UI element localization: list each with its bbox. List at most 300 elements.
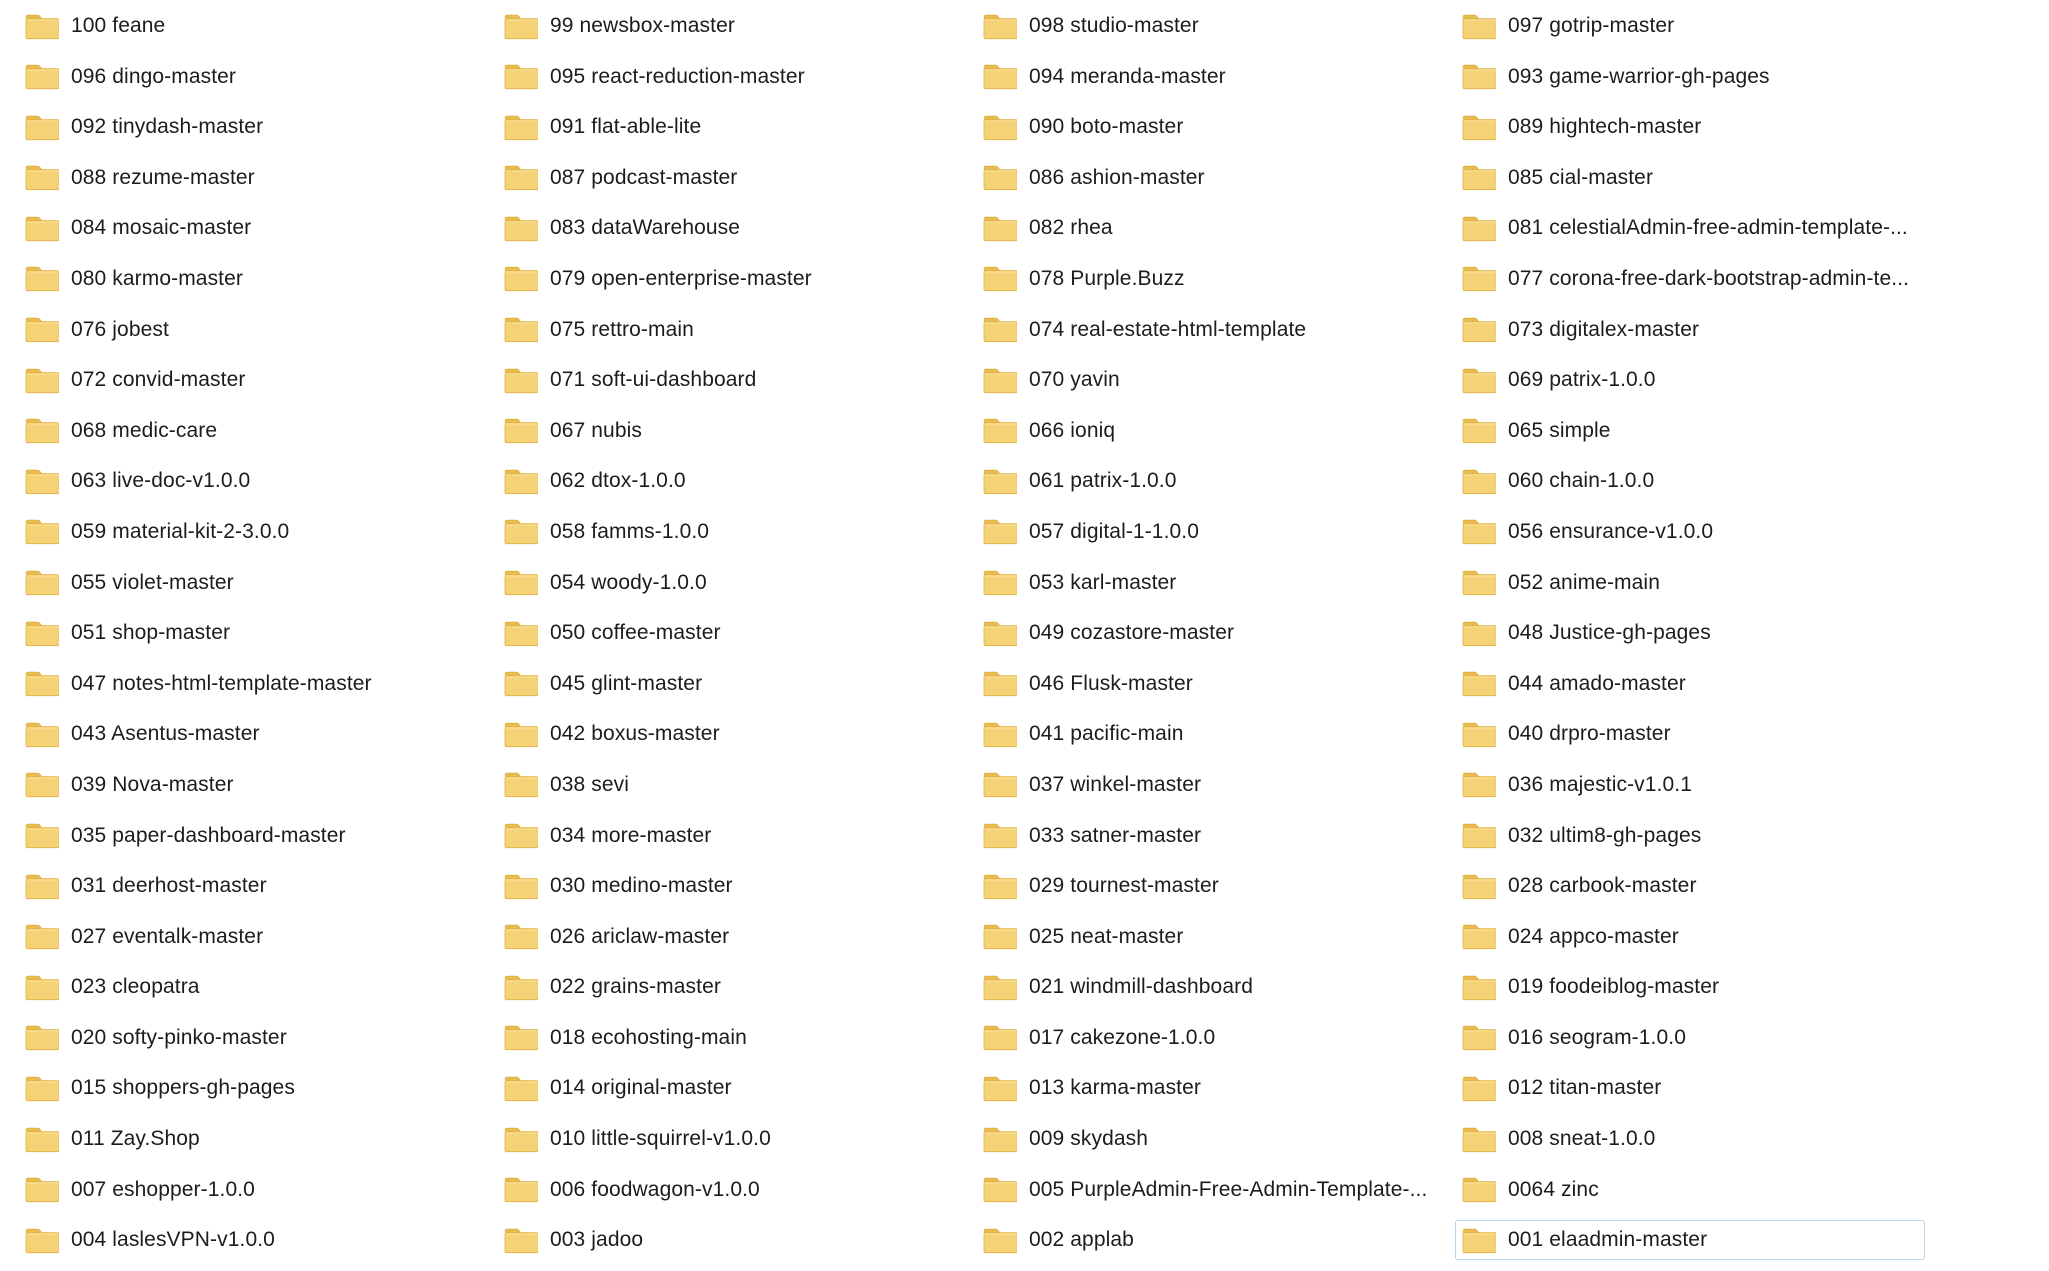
file-item-label: 091 flat-able-lite: [550, 115, 702, 139]
file-item[interactable]: [976, 107, 1446, 147]
folder-icon: [25, 468, 59, 495]
folder-icon: [983, 620, 1017, 647]
file-item-label: 013 karma-master: [1029, 1076, 1201, 1100]
file-item[interactable]: [18, 310, 488, 350]
file-item[interactable]: [1455, 1018, 1925, 1058]
file-item-label: 034 more-master: [550, 823, 712, 847]
file-item[interactable]: [1455, 310, 1925, 350]
file-item-label: 025 neat-master: [1029, 924, 1184, 948]
file-item-label: 005 PurpleAdmin-Free-Admin-Template-...: [1029, 1177, 1428, 1201]
file-item[interactable]: [1455, 107, 1925, 147]
folder-icon: [504, 215, 538, 242]
file-item[interactable]: [497, 208, 967, 248]
folder-icon: [983, 13, 1017, 40]
file-item[interactable]: [1455, 208, 1925, 248]
file-item-label: 050 coffee-master: [550, 621, 721, 645]
file-item-label: 062 dtox-1.0.0: [550, 469, 686, 493]
file-item-label: 029 tournest-master: [1029, 874, 1219, 898]
folder-icon: [983, 114, 1017, 141]
folder-icon: [504, 1024, 538, 1051]
file-item-label: 077 corona-free-dark-bootstrap-admin-te...: [1508, 266, 1910, 290]
folder-icon: [983, 417, 1017, 444]
folder-icon: [25, 265, 59, 292]
file-item[interactable]: [497, 816, 967, 856]
file-item[interactable]: [976, 512, 1446, 552]
folder-icon: [1462, 63, 1496, 90]
file-item-label: 039 Nova-master: [71, 772, 234, 796]
folder-icon: [983, 164, 1017, 191]
folder-icon: [504, 468, 538, 495]
file-item-label: 067 nubis: [550, 418, 642, 442]
file-item-label: 047 notes-html-template-master: [71, 671, 372, 695]
folder-icon: [1462, 316, 1496, 343]
file-item[interactable]: [1455, 917, 1925, 957]
file-item-label: 083 dataWarehouse: [550, 216, 741, 240]
folder-icon: [983, 1126, 1017, 1153]
file-item-label: 028 carbook-master: [1508, 874, 1697, 898]
file-item[interactable]: [497, 360, 967, 400]
folder-icon: [504, 923, 538, 950]
folder-icon: [983, 771, 1017, 798]
file-item-label: 012 titan-master: [1508, 1076, 1662, 1100]
folder-icon: [1462, 1024, 1496, 1051]
folder-icon: [25, 1227, 59, 1254]
file-item-label: 010 little-squirrel-v1.0.0: [550, 1127, 771, 1151]
file-item-label: 048 Justice-gh-pages: [1508, 621, 1711, 645]
folder-icon: [983, 1024, 1017, 1051]
file-item[interactable]: [18, 613, 488, 653]
file-item-label: 073 digitalex-master: [1508, 317, 1700, 341]
file-item[interactable]: [1455, 816, 1925, 856]
file-item[interactable]: [976, 208, 1446, 248]
file-item-label: 074 real-estate-html-template: [1029, 317, 1307, 341]
folder-icon: [504, 114, 538, 141]
folder-icon: [504, 974, 538, 1001]
folder-icon: [25, 1075, 59, 1102]
file-item-label: 023 cleopatra: [71, 975, 200, 999]
folder-icon: [25, 620, 59, 647]
file-item[interactable]: [1455, 664, 1925, 704]
file-item[interactable]: [976, 765, 1446, 805]
file-item-label: 069 patrix-1.0.0: [1508, 368, 1656, 392]
file-item[interactable]: [497, 310, 967, 350]
file-item-label: 015 shoppers-gh-pages: [71, 1076, 295, 1100]
file-item-label: 082 rhea: [1029, 216, 1113, 240]
file-item-label: 006 foodwagon-v1.0.0: [550, 1177, 760, 1201]
file-item[interactable]: [976, 1170, 1446, 1210]
folder-icon: [1462, 1176, 1496, 1203]
file-item-label: 081 celestialAdmin-free-admin-template-...: [1508, 216, 1908, 240]
file-item-label: 99 newsbox-master: [550, 14, 735, 37]
file-item[interactable]: [976, 1018, 1446, 1058]
folder-icon: [1462, 1126, 1496, 1153]
folder-icon: [504, 1075, 538, 1102]
folder-icon: [504, 873, 538, 900]
file-item[interactable]: [976, 1220, 1446, 1260]
file-item-label: 097 gotrip-master: [1508, 14, 1675, 37]
file-item[interactable]: [18, 765, 488, 805]
folder-icon: [983, 569, 1017, 596]
file-item[interactable]: [1455, 1170, 1925, 1210]
file-item-label: 035 paper-dashboard-master: [71, 823, 346, 847]
folder-icon: [983, 518, 1017, 545]
folder-icon: [983, 468, 1017, 495]
file-item[interactable]: [497, 1068, 967, 1108]
folder-icon: [983, 873, 1017, 900]
folder-icon: [25, 367, 59, 394]
file-item[interactable]: [1455, 512, 1925, 552]
folder-icon: [25, 771, 59, 798]
file-item-label: 060 chain-1.0.0: [1508, 469, 1655, 493]
file-item[interactable]: [976, 158, 1446, 198]
folder-icon: [983, 215, 1017, 242]
file-item-label: 002 applab: [1029, 1228, 1134, 1252]
folder-icon: [983, 367, 1017, 394]
file-item-label: 041 pacific-main: [1029, 722, 1184, 746]
file-item[interactable]: [18, 512, 488, 552]
file-item[interactable]: [497, 917, 967, 957]
file-item-label: 001 elaadmin-master: [1508, 1228, 1708, 1252]
file-item[interactable]: [1455, 461, 1925, 501]
file-item[interactable]: [18, 714, 488, 754]
file-item-label: 066 ioniq: [1029, 418, 1116, 442]
file-item[interactable]: [18, 57, 488, 97]
folder-icon: [983, 316, 1017, 343]
file-item[interactable]: [18, 967, 488, 1007]
file-item[interactable]: [1455, 1220, 1925, 1260]
file-item-label: 011 Zay.Shop: [71, 1127, 200, 1151]
file-item[interactable]: [976, 866, 1446, 906]
folder-icon: [1462, 164, 1496, 191]
folder-icon: [25, 316, 59, 343]
file-item-label: 017 cakezone-1.0.0: [1029, 1025, 1216, 1049]
file-item-label: 100 feane: [71, 14, 166, 37]
file-item-label: 072 convid-master: [71, 368, 246, 392]
file-item[interactable]: [976, 1119, 1446, 1159]
file-item[interactable]: [18, 107, 488, 147]
file-item-label: 055 violet-master: [71, 570, 234, 594]
file-item[interactable]: [497, 411, 967, 451]
folder-icon: [25, 721, 59, 748]
file-item[interactable]: [18, 664, 488, 704]
file-item-label: 038 sevi: [550, 772, 630, 796]
folder-icon: [504, 569, 538, 596]
file-item[interactable]: [18, 1068, 488, 1108]
file-item[interactable]: [18, 1170, 488, 1210]
file-item-label: 045 glint-master: [550, 671, 703, 695]
file-item[interactable]: [497, 107, 967, 147]
file-item[interactable]: [976, 714, 1446, 754]
file-item-label: 026 ariclaw-master: [550, 924, 730, 948]
file-item-label: 059 material-kit-2-3.0.0: [71, 519, 290, 543]
file-item[interactable]: [18, 259, 488, 299]
file-item-label: 031 deerhost-master: [71, 874, 267, 898]
folder-icon: [504, 1227, 538, 1254]
folder-icon: [983, 265, 1017, 292]
folder-icon: [25, 417, 59, 444]
folder-icon: [504, 316, 538, 343]
file-item-label: 021 windmill-dashboard: [1029, 975, 1253, 999]
folder-icon: [25, 923, 59, 950]
file-item[interactable]: [497, 158, 967, 198]
file-item-label: 065 simple: [1508, 418, 1611, 442]
folder-icon: [1462, 569, 1496, 596]
folder-icon: [25, 164, 59, 191]
file-item-label: 079 open-enterprise-master: [550, 266, 812, 290]
file-item-label: 076 jobest: [71, 317, 169, 341]
file-item-label: 088 rezume-master: [71, 165, 255, 189]
file-item[interactable]: [18, 461, 488, 501]
file-item[interactable]: [976, 816, 1446, 856]
file-item[interactable]: [497, 57, 967, 97]
folder-icon: [983, 923, 1017, 950]
folder-icon: [25, 1126, 59, 1153]
folder-icon: [25, 569, 59, 596]
file-item-label: 024 appco-master: [1508, 924, 1679, 948]
file-item-label: 089 hightech-master: [1508, 115, 1702, 139]
folder-icon: [983, 974, 1017, 1001]
file-item[interactable]: [976, 563, 1446, 603]
file-item-label: 014 original-master: [550, 1076, 732, 1100]
file-item-label: 037 winkel-master: [1029, 772, 1202, 796]
file-item[interactable]: [1455, 6, 1925, 46]
file-item[interactable]: [497, 664, 967, 704]
file-item[interactable]: [497, 714, 967, 754]
folder-icon: [983, 670, 1017, 697]
file-item[interactable]: [976, 360, 1446, 400]
file-item-label: 042 boxus-master: [550, 722, 720, 746]
folder-icon: [1462, 620, 1496, 647]
folder-icon: [1462, 923, 1496, 950]
file-item[interactable]: [1455, 1068, 1925, 1108]
file-item-label: 093 game-warrior-gh-pages: [1508, 64, 1770, 88]
folder-icon: [25, 114, 59, 141]
file-item-label: 052 anime-main: [1508, 570, 1660, 594]
file-item[interactable]: [976, 6, 1446, 46]
folder-icon: [1462, 822, 1496, 849]
file-item[interactable]: [18, 1220, 488, 1260]
folder-icon: [1462, 417, 1496, 444]
folder-icon: [504, 1176, 538, 1203]
file-item[interactable]: [497, 765, 967, 805]
file-item[interactable]: [497, 1119, 967, 1159]
file-item-label: 068 medic-care: [71, 418, 218, 442]
file-item[interactable]: [976, 917, 1446, 957]
file-item[interactable]: [1455, 714, 1925, 754]
folder-icon: [983, 1176, 1017, 1203]
folder-icon: [504, 63, 538, 90]
file-item-label: 070 yavin: [1029, 368, 1120, 392]
folder-icon: [504, 1126, 538, 1153]
file-item-label: 056 ensurance-v1.0.0: [1508, 519, 1714, 543]
file-item[interactable]: [18, 208, 488, 248]
file-item-label: 096 dingo-master: [71, 64, 237, 88]
file-item-label: 043 Asentus-master: [71, 722, 260, 746]
folder-icon: [1462, 265, 1496, 292]
folder-icon: [504, 367, 538, 394]
file-item[interactable]: [976, 613, 1446, 653]
file-item-label: 094 meranda-master: [1029, 64, 1226, 88]
file-item[interactable]: [976, 1068, 1446, 1108]
folder-icon: [1462, 771, 1496, 798]
file-item-label: 019 foodeiblog-master: [1508, 975, 1720, 999]
file-item-label: 049 cozastore-master: [1029, 621, 1235, 645]
file-item-label: 098 studio-master: [1029, 14, 1199, 37]
folder-icon: [1462, 468, 1496, 495]
folder-icon: [25, 13, 59, 40]
folder-icon: [1462, 367, 1496, 394]
file-item-label: 080 karmo-master: [71, 266, 243, 290]
folder-icon: [1462, 1227, 1496, 1254]
file-item-label: 053 karl-master: [1029, 570, 1177, 594]
file-item-label: 087 podcast-master: [550, 165, 738, 189]
file-item-label: 008 sneat-1.0.0: [1508, 1127, 1656, 1151]
file-item-label: 016 seogram-1.0.0: [1508, 1025, 1686, 1049]
file-item[interactable]: [976, 664, 1446, 704]
file-item-label: 086 ashion-master: [1029, 165, 1205, 189]
folder-icon: [983, 822, 1017, 849]
file-item[interactable]: [1455, 765, 1925, 805]
file-item-label: 085 cial-master: [1508, 165, 1654, 189]
folder-icon: [504, 13, 538, 40]
file-item[interactable]: [497, 461, 967, 501]
file-item[interactable]: [497, 6, 967, 46]
folder-icon: [504, 164, 538, 191]
file-item-label: 027 eventalk-master: [71, 924, 264, 948]
file-item-label: 046 Flusk-master: [1029, 671, 1193, 695]
folder-icon: [983, 1075, 1017, 1102]
file-item-label: 044 amado-master: [1508, 671, 1686, 695]
file-item[interactable]: [18, 411, 488, 451]
folder-icon: [1462, 114, 1496, 141]
file-item[interactable]: [497, 1018, 967, 1058]
file-item-label: 057 digital-1-1.0.0: [1029, 519, 1200, 543]
file-item-label: 0064 zinc: [1508, 1177, 1599, 1201]
file-item-label: 075 rettro-main: [550, 317, 694, 341]
file-item[interactable]: [497, 259, 967, 299]
folder-icon: [25, 518, 59, 545]
file-item-label: 051 shop-master: [71, 621, 231, 645]
file-item[interactable]: [18, 158, 488, 198]
file-item-label: 030 medino-master: [550, 874, 733, 898]
file-item[interactable]: [1455, 563, 1925, 603]
folder-icon: [1462, 518, 1496, 545]
folder-icon: [504, 265, 538, 292]
file-item-label: 020 softy-pinko-master: [71, 1025, 287, 1049]
folder-icon: [25, 1176, 59, 1203]
file-item-label: 009 skydash: [1029, 1127, 1149, 1151]
file-item[interactable]: [1455, 1119, 1925, 1159]
file-item-label: 061 patrix-1.0.0: [1029, 469, 1177, 493]
file-item[interactable]: [976, 259, 1446, 299]
folder-icon: [983, 721, 1017, 748]
folder-icon: [504, 771, 538, 798]
file-item[interactable]: [497, 866, 967, 906]
file-item[interactable]: [18, 866, 488, 906]
folder-icon: [25, 974, 59, 1001]
file-item-label: 004 laslesVPN-v1.0.0: [71, 1228, 275, 1252]
file-item[interactable]: [18, 1119, 488, 1159]
file-item-label: 095 react-reduction-master: [550, 64, 805, 88]
file-item[interactable]: [976, 967, 1446, 1007]
file-item-label: 054 woody-1.0.0: [550, 570, 707, 594]
folder-icon: [1462, 873, 1496, 900]
folder-icon: [983, 63, 1017, 90]
file-item-label: 071 soft-ui-dashboard: [550, 368, 757, 392]
folder-icon: [1462, 1075, 1496, 1102]
file-item-label: 003 jadoo: [550, 1228, 644, 1252]
file-item[interactable]: [18, 816, 488, 856]
file-item-label: 040 drpro-master: [1508, 722, 1671, 746]
file-item[interactable]: [1455, 967, 1925, 1007]
file-item-label: 033 satner-master: [1029, 823, 1202, 847]
file-item-label: 022 grains-master: [550, 975, 721, 999]
file-item[interactable]: [18, 563, 488, 603]
file-item-label: 078 Purple.Buzz: [1029, 266, 1185, 290]
file-item[interactable]: [1455, 259, 1925, 299]
file-item-label: 058 famms-1.0.0: [550, 519, 710, 543]
file-item-label: 007 eshopper-1.0.0: [71, 1177, 255, 1201]
file-item[interactable]: [976, 411, 1446, 451]
folder-icon: [504, 822, 538, 849]
file-item-label: 063 live-doc-v1.0.0: [71, 469, 251, 493]
folder-icon: [25, 873, 59, 900]
file-item-label: 032 ultim8-gh-pages: [1508, 823, 1702, 847]
file-item[interactable]: [497, 1220, 967, 1260]
file-item-label: 018 ecohosting-main: [550, 1025, 747, 1049]
folder-icon: [25, 670, 59, 697]
folder-icon: [1462, 13, 1496, 40]
file-item[interactable]: [1455, 411, 1925, 451]
file-item[interactable]: [1455, 866, 1925, 906]
file-item[interactable]: [18, 917, 488, 957]
folder-icon: [983, 1227, 1017, 1254]
folder-icon: [504, 721, 538, 748]
file-item-label: 092 tinydash-master: [71, 115, 264, 139]
folder-icon: [504, 518, 538, 545]
folder-icon: [504, 620, 538, 647]
folder-icon: [1462, 670, 1496, 697]
folder-icon: [504, 417, 538, 444]
file-item[interactable]: [976, 461, 1446, 501]
folder-icon: [25, 822, 59, 849]
file-item[interactable]: [1455, 613, 1925, 653]
file-item-label: 036 majestic-v1.0.1: [1508, 772, 1692, 796]
file-item[interactable]: [497, 613, 967, 653]
folder-icon: [1462, 215, 1496, 242]
file-item[interactable]: [976, 57, 1446, 97]
folder-icon: [504, 670, 538, 697]
folder-icon: [25, 1024, 59, 1051]
file-item[interactable]: [18, 1018, 488, 1058]
file-item-label: 090 boto-master: [1029, 115, 1184, 139]
file-item[interactable]: [497, 512, 967, 552]
file-item[interactable]: [497, 563, 967, 603]
folder-icon: [25, 215, 59, 242]
folder-icon: [1462, 974, 1496, 1001]
file-item[interactable]: [976, 310, 1446, 350]
folder-icon: [1462, 721, 1496, 748]
folder-icon: [25, 63, 59, 90]
file-item[interactable]: [497, 967, 967, 1007]
file-item[interactable]: [1455, 57, 1925, 97]
file-item[interactable]: [1455, 158, 1925, 198]
file-item[interactable]: [1455, 360, 1925, 400]
file-item[interactable]: [497, 1170, 967, 1210]
file-item-label: 084 mosaic-master: [71, 216, 252, 240]
file-item[interactable]: [18, 6, 488, 46]
file-item[interactable]: [18, 360, 488, 400]
